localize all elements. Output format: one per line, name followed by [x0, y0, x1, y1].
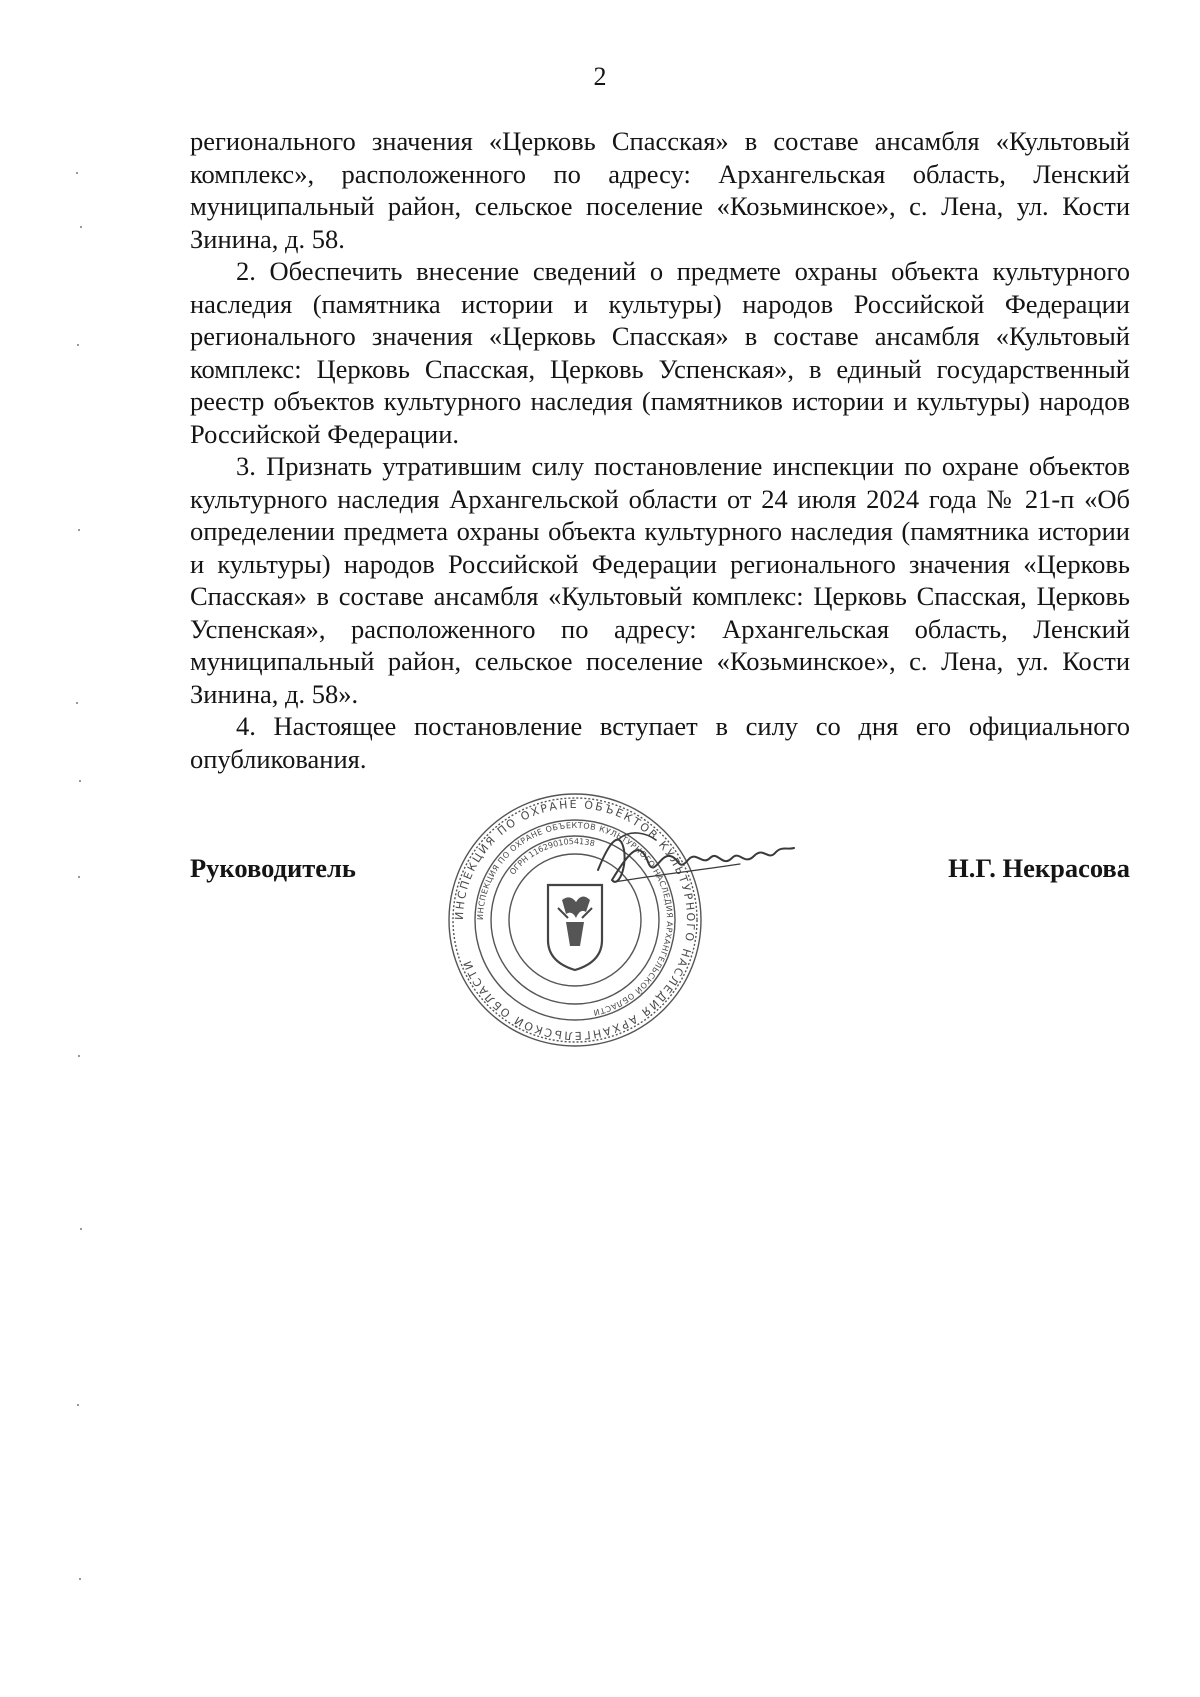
scan-speck	[78, 1055, 80, 1057]
paragraph-item-4: 4. Настоящее постановление вступает в силу со дня его официального опубликования.	[190, 711, 1130, 774]
scan-speck	[79, 780, 81, 782]
scan-speck	[76, 702, 78, 704]
page-number: 2	[593, 62, 607, 91]
scan-speck	[79, 1578, 81, 1580]
scan-speck	[77, 1404, 79, 1406]
paragraph-continuation: регионального значения «Церковь Спасская» в составе ансамбля «Культовый комплекс», расположенного по адресу: Архангельская область, Ленский муниципальный район, сельское поселение «Козьминское», с. Лена, ул. Кости Зинина, д. 58.	[190, 126, 1130, 254]
paragraph-item-3: 3. Признать утратившим силу постановление инспекции по охране объектов культурного наследия Архангельской области от 24 июля 2024 года № 21-п «Об определении предмета охраны объекта культурного наследия (памятника истории и культуры) народов Российской Федерации регионального значения «Церковь Спасская» в составе ансамбля «Культовый комплекс: Церковь Спасская, Церковь Успенская», расположенного по адресу: Архангельская область, Ленский муниципальный район, сельское поселение «Козьминское», с. Лена, ул. Кости Зинина, д. 58».	[190, 451, 1130, 709]
scan-speck	[77, 344, 79, 346]
scan-speck	[78, 529, 80, 531]
seal-inner-text: ИНСПЕКЦИЯ ПО ОХРАНЕ ОБЪЕКТОВ КУЛЬТУРНОГО НАСЛЕДИЯ АРХАНГЕЛЬСКОЙ ОБЛАСТИ	[475, 820, 675, 1018]
seal-ogrn-text: ОГРН 1162901054138	[507, 836, 596, 877]
paragraph-item-2: 2. Обеспечить внесение сведений о предмете охраны объекта культурного наследия (памятника истории и культуры) народов Российской Федерации регионального значения «Церковь Спасская» в составе ансамбля «Культовый комплекс: Церковь Спасская, Церковь Успенская», в единый государственный реестр объектов культурного наследия (памятников истории и культуры) народов Российской Федерации.	[190, 256, 1130, 449]
scan-speck	[80, 226, 82, 228]
signatory-title: Руководитель	[190, 853, 356, 883]
scan-speck	[76, 172, 78, 174]
signatory-name: Н.Г. Некрасова	[948, 853, 1130, 883]
seal-outer-text: ИНСПЕКЦИЯ ПО ОХРАНЕ ОБЪЕКТОВ КУЛЬТУРНОГО НАСЛЕДИЯ АРХАНГЕЛЬСКОЙ ОБЛАСТИ	[452, 797, 698, 1043]
handwritten-signature	[590, 810, 800, 905]
scan-speck	[78, 876, 80, 878]
document-body	[190, 125, 1130, 775]
scan-speck	[80, 1228, 82, 1230]
